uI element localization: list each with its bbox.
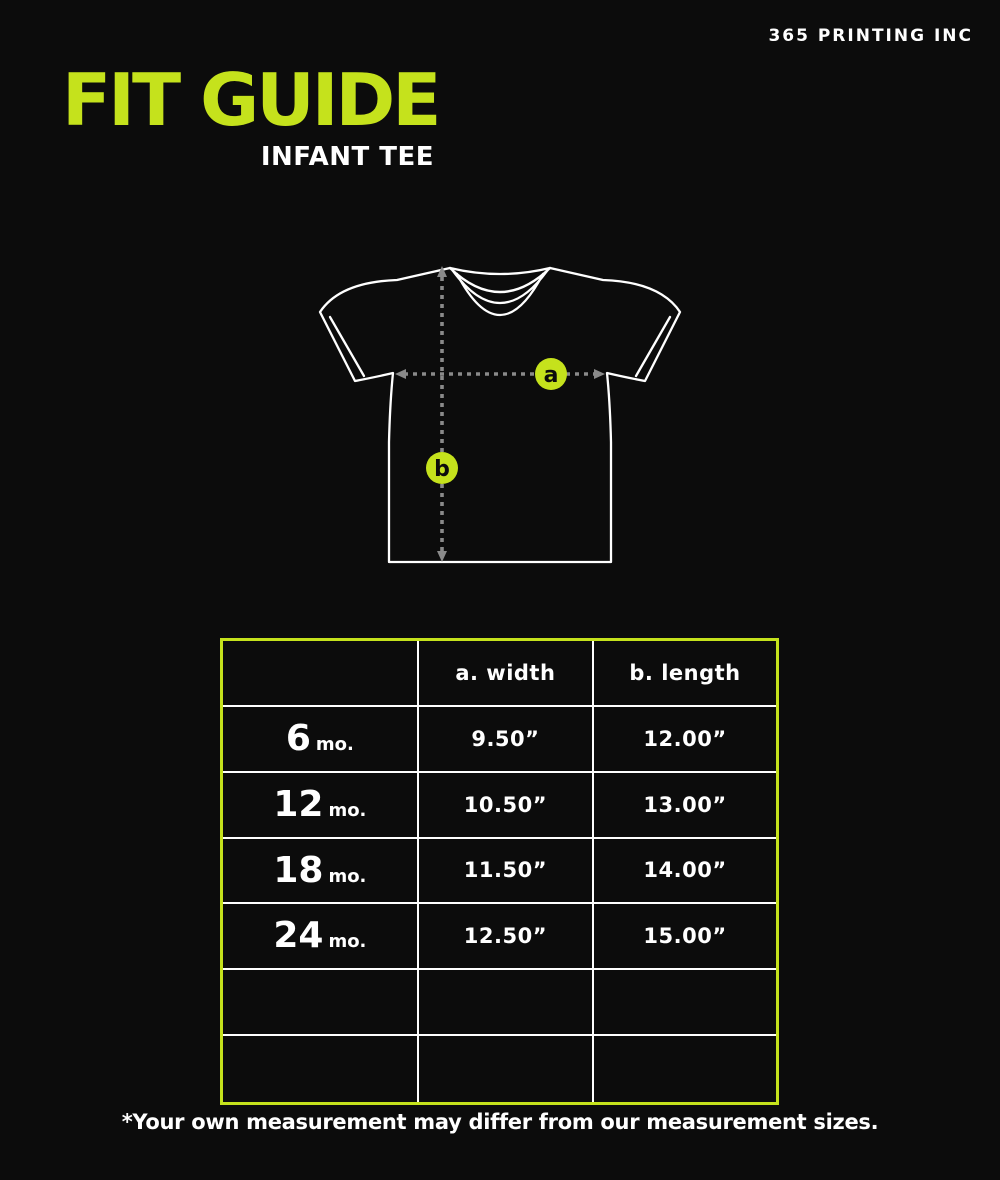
length-column-header: b. length bbox=[629, 660, 741, 685]
empty-cell bbox=[419, 970, 594, 1034]
length-arrow-bottom bbox=[437, 551, 447, 562]
subtitle: INFANT TEE bbox=[260, 142, 434, 172]
size-unit: mo. bbox=[328, 865, 367, 887]
size-unit: mo. bbox=[328, 931, 367, 953]
size-cell bbox=[223, 773, 419, 837]
table-row bbox=[223, 773, 776, 839]
empty-cell bbox=[223, 1036, 419, 1102]
size-unit: mo. bbox=[328, 799, 367, 821]
width-arrow-left bbox=[395, 369, 406, 379]
width-arrow-right bbox=[594, 369, 605, 379]
size-cell bbox=[223, 707, 419, 771]
size-unit: mo. bbox=[315, 733, 354, 755]
size-number: 24 bbox=[273, 915, 324, 957]
table-row bbox=[223, 839, 776, 905]
empty-cell bbox=[419, 1036, 594, 1102]
title-block bbox=[62, 58, 439, 172]
marker-a-label: a bbox=[543, 363, 559, 388]
size-column-header bbox=[223, 641, 419, 705]
empty-cell bbox=[594, 1036, 776, 1102]
table-row bbox=[223, 707, 776, 773]
collar-curve-middle bbox=[453, 271, 547, 303]
length-cell: 13.00” bbox=[643, 792, 727, 817]
table-row-empty bbox=[223, 970, 776, 1036]
empty-cell bbox=[223, 970, 419, 1034]
size-number: 6 bbox=[285, 717, 311, 759]
size-number: 12 bbox=[273, 783, 324, 825]
table-row-empty bbox=[223, 1036, 776, 1102]
length-cell: 15.00” bbox=[643, 924, 727, 949]
width-cell: 10.50” bbox=[419, 773, 594, 837]
size-cell bbox=[223, 904, 419, 968]
tshirt-measurement-diagram bbox=[300, 240, 700, 580]
width-cell: 9.50” bbox=[419, 707, 594, 771]
table-header-row bbox=[223, 641, 776, 707]
page-title: FIT GUIDE bbox=[62, 58, 439, 142]
marker-b-label: b bbox=[434, 457, 450, 482]
size-table bbox=[220, 638, 779, 1105]
size-number: 18 bbox=[273, 849, 324, 891]
collar-curve-inner bbox=[457, 274, 543, 315]
brand-name: 365 PRINTING INC bbox=[768, 26, 973, 46]
table-row bbox=[223, 904, 776, 970]
width-cell: 12.50” bbox=[419, 904, 594, 968]
length-cell: 14.00” bbox=[643, 858, 727, 883]
length-cell: 12.00” bbox=[643, 726, 727, 751]
tshirt-diagram-svg bbox=[300, 240, 700, 580]
size-cell bbox=[223, 839, 419, 903]
width-column-header: a. width bbox=[419, 641, 594, 705]
tshirt-outline bbox=[320, 268, 680, 562]
empty-cell bbox=[594, 970, 776, 1034]
footnote: *Your own measurement may differ from our measurement sizes. bbox=[121, 1110, 879, 1134]
width-cell: 11.50” bbox=[419, 839, 594, 903]
